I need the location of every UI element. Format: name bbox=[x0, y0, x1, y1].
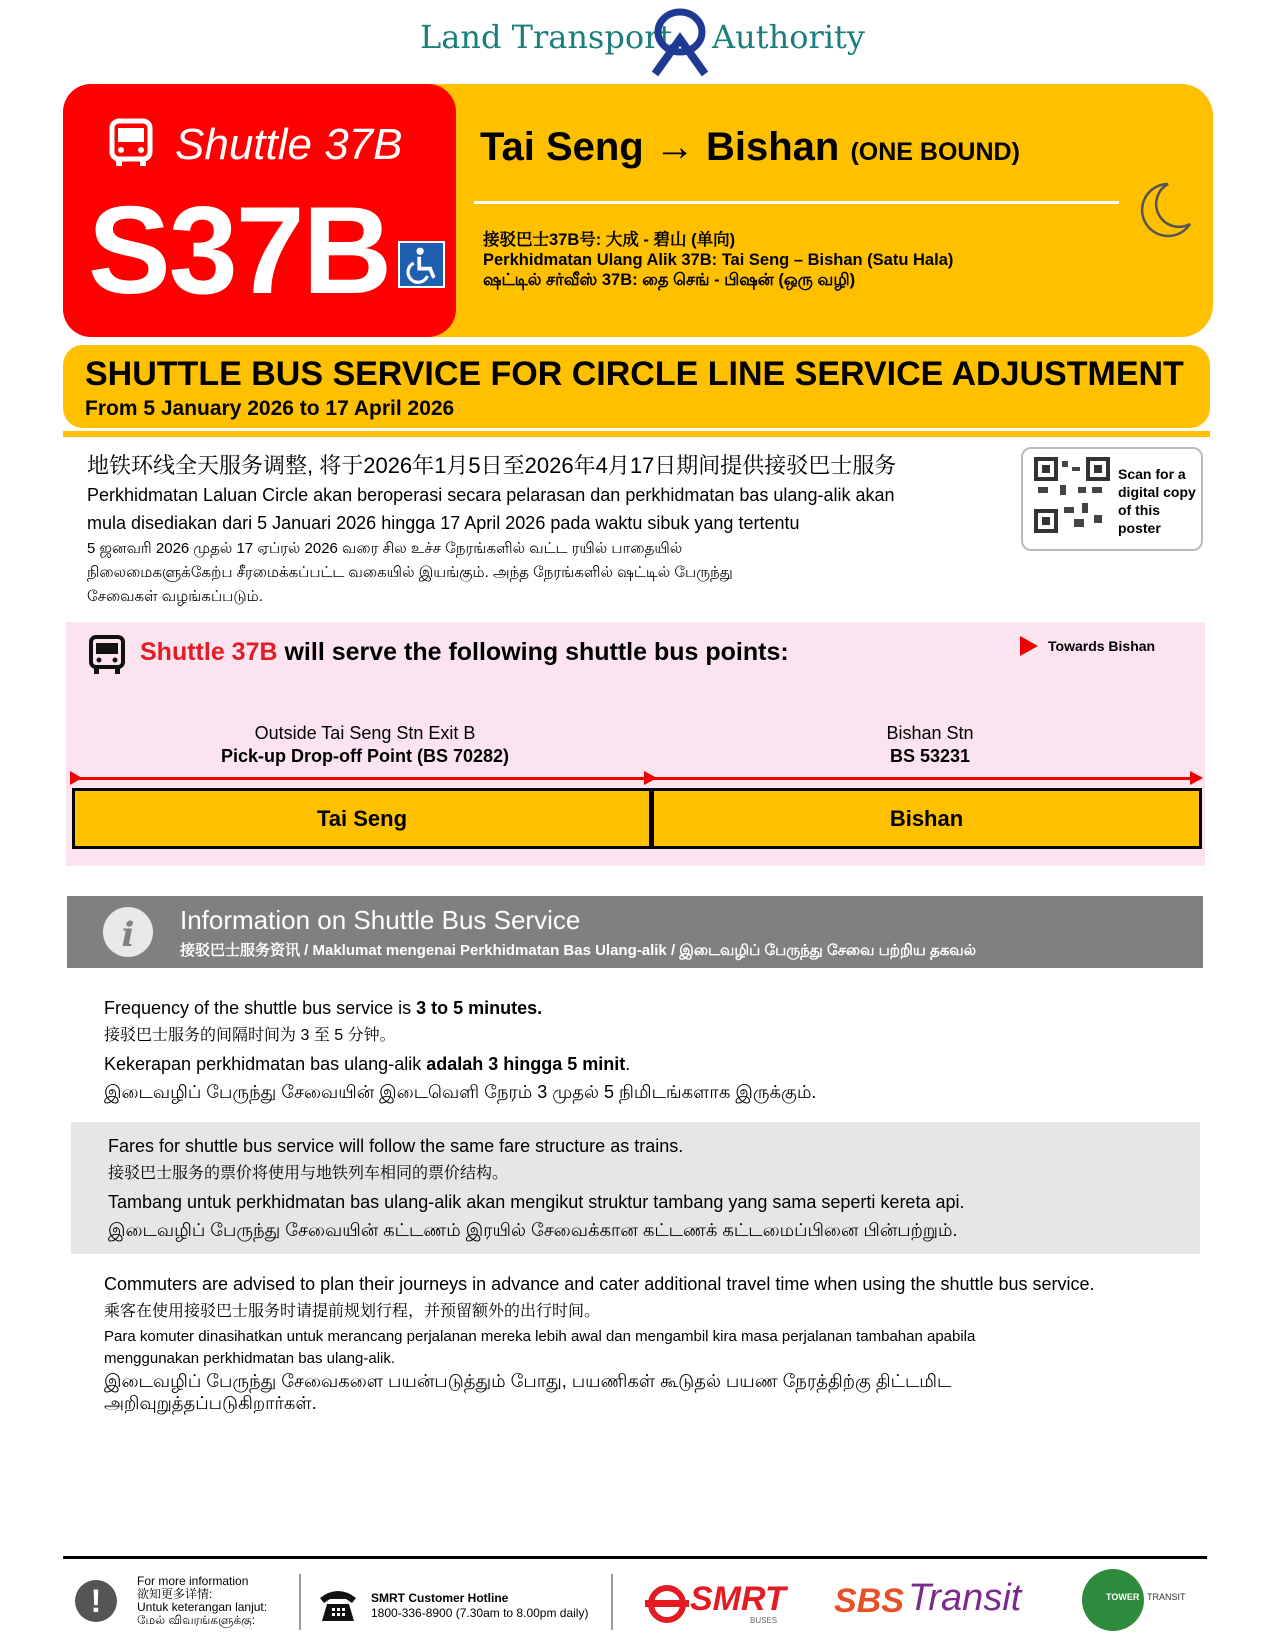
intro-zh: 地铁环线全天服务调整, 将于2026年1月5日至2026年4月17日期间提供接驳巴士服务 bbox=[87, 453, 897, 478]
moon-icon bbox=[1138, 180, 1194, 240]
route-line bbox=[72, 777, 1200, 780]
tower-logo-text-2: TRANSIT bbox=[1147, 1592, 1186, 1602]
footer-divider bbox=[63, 1556, 1207, 1559]
hotline-number[interactable]: 1800-336-8900 (7.30am to 8.00pm daily) bbox=[371, 1606, 589, 1620]
heading-service: Shuttle 37B bbox=[140, 638, 278, 666]
smrt-logo-icon bbox=[645, 1584, 689, 1624]
intro-ta: 5 ஜனவரி 2026 முதல் 17 ஏப்ரல் 2026 வரை சில உச்ச நேரங்களில் வட்ட ரயில் பாதையில் bbox=[87, 540, 683, 557]
lta-logo-text-2: Authority bbox=[712, 18, 865, 56]
smrt-logo-sub: BUSES bbox=[750, 1616, 778, 1625]
route-ms: Perkhidmatan Ulang Alik 37B: Tai Seng – Bishan (Satu Hala) bbox=[483, 251, 954, 269]
info-subtitle: 接驳巴士服务资讯 / Maklumat mengenai Perkhidmatan Bas Ulang-alik / இடைவழிப் பேருந்து சேவை பற்றிய தகவல் bbox=[180, 942, 977, 959]
fares-zh: 接驳巴士服务的票价将使用与地铁列车相同的票价结构。 bbox=[108, 1165, 509, 1182]
direction-arrow-icon bbox=[1020, 636, 1038, 656]
intro-ta: சேவைகள் வழங்கப்படும். bbox=[87, 588, 263, 605]
qr-label: Scan for a digital copy of this poster bbox=[1118, 466, 1196, 536]
direction-label: (ONE BOUND) bbox=[850, 138, 1020, 166]
frequency-section bbox=[104, 994, 816, 1106]
intro-text bbox=[87, 451, 896, 609]
banner-date: From 5 January 2026 to 17 April 2026 bbox=[85, 397, 455, 420]
more-info: For more information 欲知更多详情: Untuk keterangan lanjut: மேல் விவரங்களுக்கு: bbox=[137, 1574, 268, 1627]
advice-ta: அறிவுறுத்தப்படுகிறார்கள். bbox=[104, 1393, 317, 1413]
route-multilingual bbox=[483, 230, 953, 290]
shuttle-points-heading bbox=[140, 638, 789, 667]
divider bbox=[474, 201, 1119, 204]
station-tai-seng: Tai Seng bbox=[72, 788, 652, 849]
bus-icon bbox=[88, 635, 126, 675]
divider bbox=[63, 431, 1210, 437]
qr-code-icon[interactable] bbox=[1034, 457, 1110, 533]
fares-en: Fares for shuttle bus service will follow the same fare structure as trains. bbox=[108, 1136, 684, 1156]
lta-logo-text: Land Transport bbox=[420, 18, 673, 56]
wheelchair-accessible-icon bbox=[398, 241, 445, 288]
advice-zh: 乘客在使用接驳巴士服务时请提前规划行程，并预留额外的出行时间。 bbox=[104, 1303, 601, 1320]
svg-text:i: i bbox=[121, 915, 135, 955]
direction-label: Towards Bishan bbox=[1048, 638, 1156, 654]
lta-emblem-icon bbox=[645, 4, 715, 76]
stop-label bbox=[200, 722, 530, 768]
station-bishan: Bishan bbox=[651, 788, 1202, 849]
shuttle-name: Shuttle 37B bbox=[175, 120, 403, 169]
intro-ms: mula disediakan dari 5 Januari 2026 hingga 17 April 2026 pada waktu sibuk yang tertentu bbox=[87, 513, 800, 533]
route-from: Tai Seng bbox=[480, 125, 644, 169]
route-to: Bishan bbox=[705, 125, 840, 169]
advice-ms: menggunakan perkhidmatan bas ulang-alik. bbox=[104, 1350, 396, 1367]
banner-title: SHUTTLE BUS SERVICE FOR CIRCLE LINE SERVICE ADJUSTMENT bbox=[85, 355, 1184, 393]
frequency-ms: Kekerapan perkhidmatan bas ulang-alik adalah 3 hingga 5 minit. bbox=[104, 1054, 631, 1074]
route-zh: 接驳巴士37B号: 大成 - 碧山 (单向) bbox=[483, 231, 736, 249]
fares-section bbox=[108, 1132, 964, 1244]
stop-label bbox=[830, 722, 1030, 768]
intro-ms: Perkhidmatan Laluan Circle akan beroperasi secara pelarasan dan perkhidmatan bas ulang-alik akan bbox=[87, 485, 895, 505]
sbs-logo: SBS bbox=[834, 1582, 904, 1620]
advice-section bbox=[104, 1270, 1095, 1414]
route-start-marker-icon bbox=[70, 771, 84, 786]
info-title: Information on Shuttle Bus Service bbox=[180, 905, 581, 935]
frequency-en: Frequency of the shuttle bus service is 3 to 5 minutes. bbox=[104, 998, 543, 1018]
route-arrow-icon bbox=[644, 771, 658, 786]
fares-ta: இடைவழிப் பேருந்து சேவையின் கட்டணம் இரயில் சேவைக்கான கட்டணக் கட்டமைப்பினை பின்பற்றும். bbox=[108, 1220, 958, 1240]
divider bbox=[299, 1574, 301, 1630]
frequency-ta: இடைவழிப் பேருந்து சேவையின் இடைவெளி நேரம் 3 முதல் 5 நிமிடங்களாக இருக்கும். bbox=[104, 1082, 817, 1102]
advice-ta: இடைவழிப் பேருந்து சேவைகளை பயன்படுத்தும் போது, பயணிகள் கூடுதல் பயண நேரத்திற்கு திட்டமிட bbox=[104, 1371, 952, 1391]
fares-ms: Tambang untuk perkhidmatan bas ulang-alik akan mengikut struktur tambang yang sama seperti kereta api. bbox=[108, 1192, 965, 1212]
route-arrow: → bbox=[654, 125, 695, 169]
service-code: S37B bbox=[88, 182, 391, 320]
advice-ms: Para komuter dinasihatkan untuk merancang perjalanan mereka lebih awal dan mengambil kira masa perjalanan tambahan apabila bbox=[104, 1328, 976, 1345]
intro-ta: நிலைமைகளுக்கேற்ப சீரமைக்கப்பட்ட வகையில் இயங்கும். அந்த நேரங்களில் ஷட்டில் பேருந்து bbox=[87, 564, 733, 581]
sbs-transit-logo: Transit bbox=[908, 1577, 1022, 1619]
route-arrow-icon bbox=[1190, 771, 1204, 786]
smrt-logo: SMRT bbox=[690, 1580, 786, 1618]
exclamation-icon: ! bbox=[75, 1580, 117, 1622]
route-ta: ஷட்டில் சர்வீஸ் 37B: தை செங் - பிஷன் (ஒரு வழி) bbox=[483, 271, 856, 289]
bus-icon bbox=[108, 118, 154, 168]
stop-code: BS 53231 bbox=[889, 746, 971, 766]
stop-name: Bishan Stn bbox=[886, 723, 974, 743]
frequency-zh: 接驳巴士服务的间隔时间为 3 至 5 分钟。 bbox=[104, 1027, 396, 1044]
tower-logo-text: TOWER bbox=[1106, 1592, 1140, 1602]
stop-name: Outside Tai Seng Stn Exit B bbox=[254, 723, 476, 743]
route-title bbox=[480, 125, 1020, 170]
info-icon bbox=[102, 906, 154, 958]
advice-en: Commuters are advised to plan their journeys in advance and cater additional travel time when using the shuttle bus service. bbox=[104, 1274, 1095, 1294]
stop-code: Pick-up Drop-off Point (BS 70282) bbox=[220, 746, 510, 766]
hotline: SMRT Customer Hotline 1800-336-8900 (7.30am to 8.00pm daily) bbox=[371, 1591, 589, 1620]
divider bbox=[611, 1574, 613, 1630]
heading-text: will serve the following shuttle bus points: bbox=[277, 638, 789, 666]
telephone-icon bbox=[318, 1586, 358, 1622]
